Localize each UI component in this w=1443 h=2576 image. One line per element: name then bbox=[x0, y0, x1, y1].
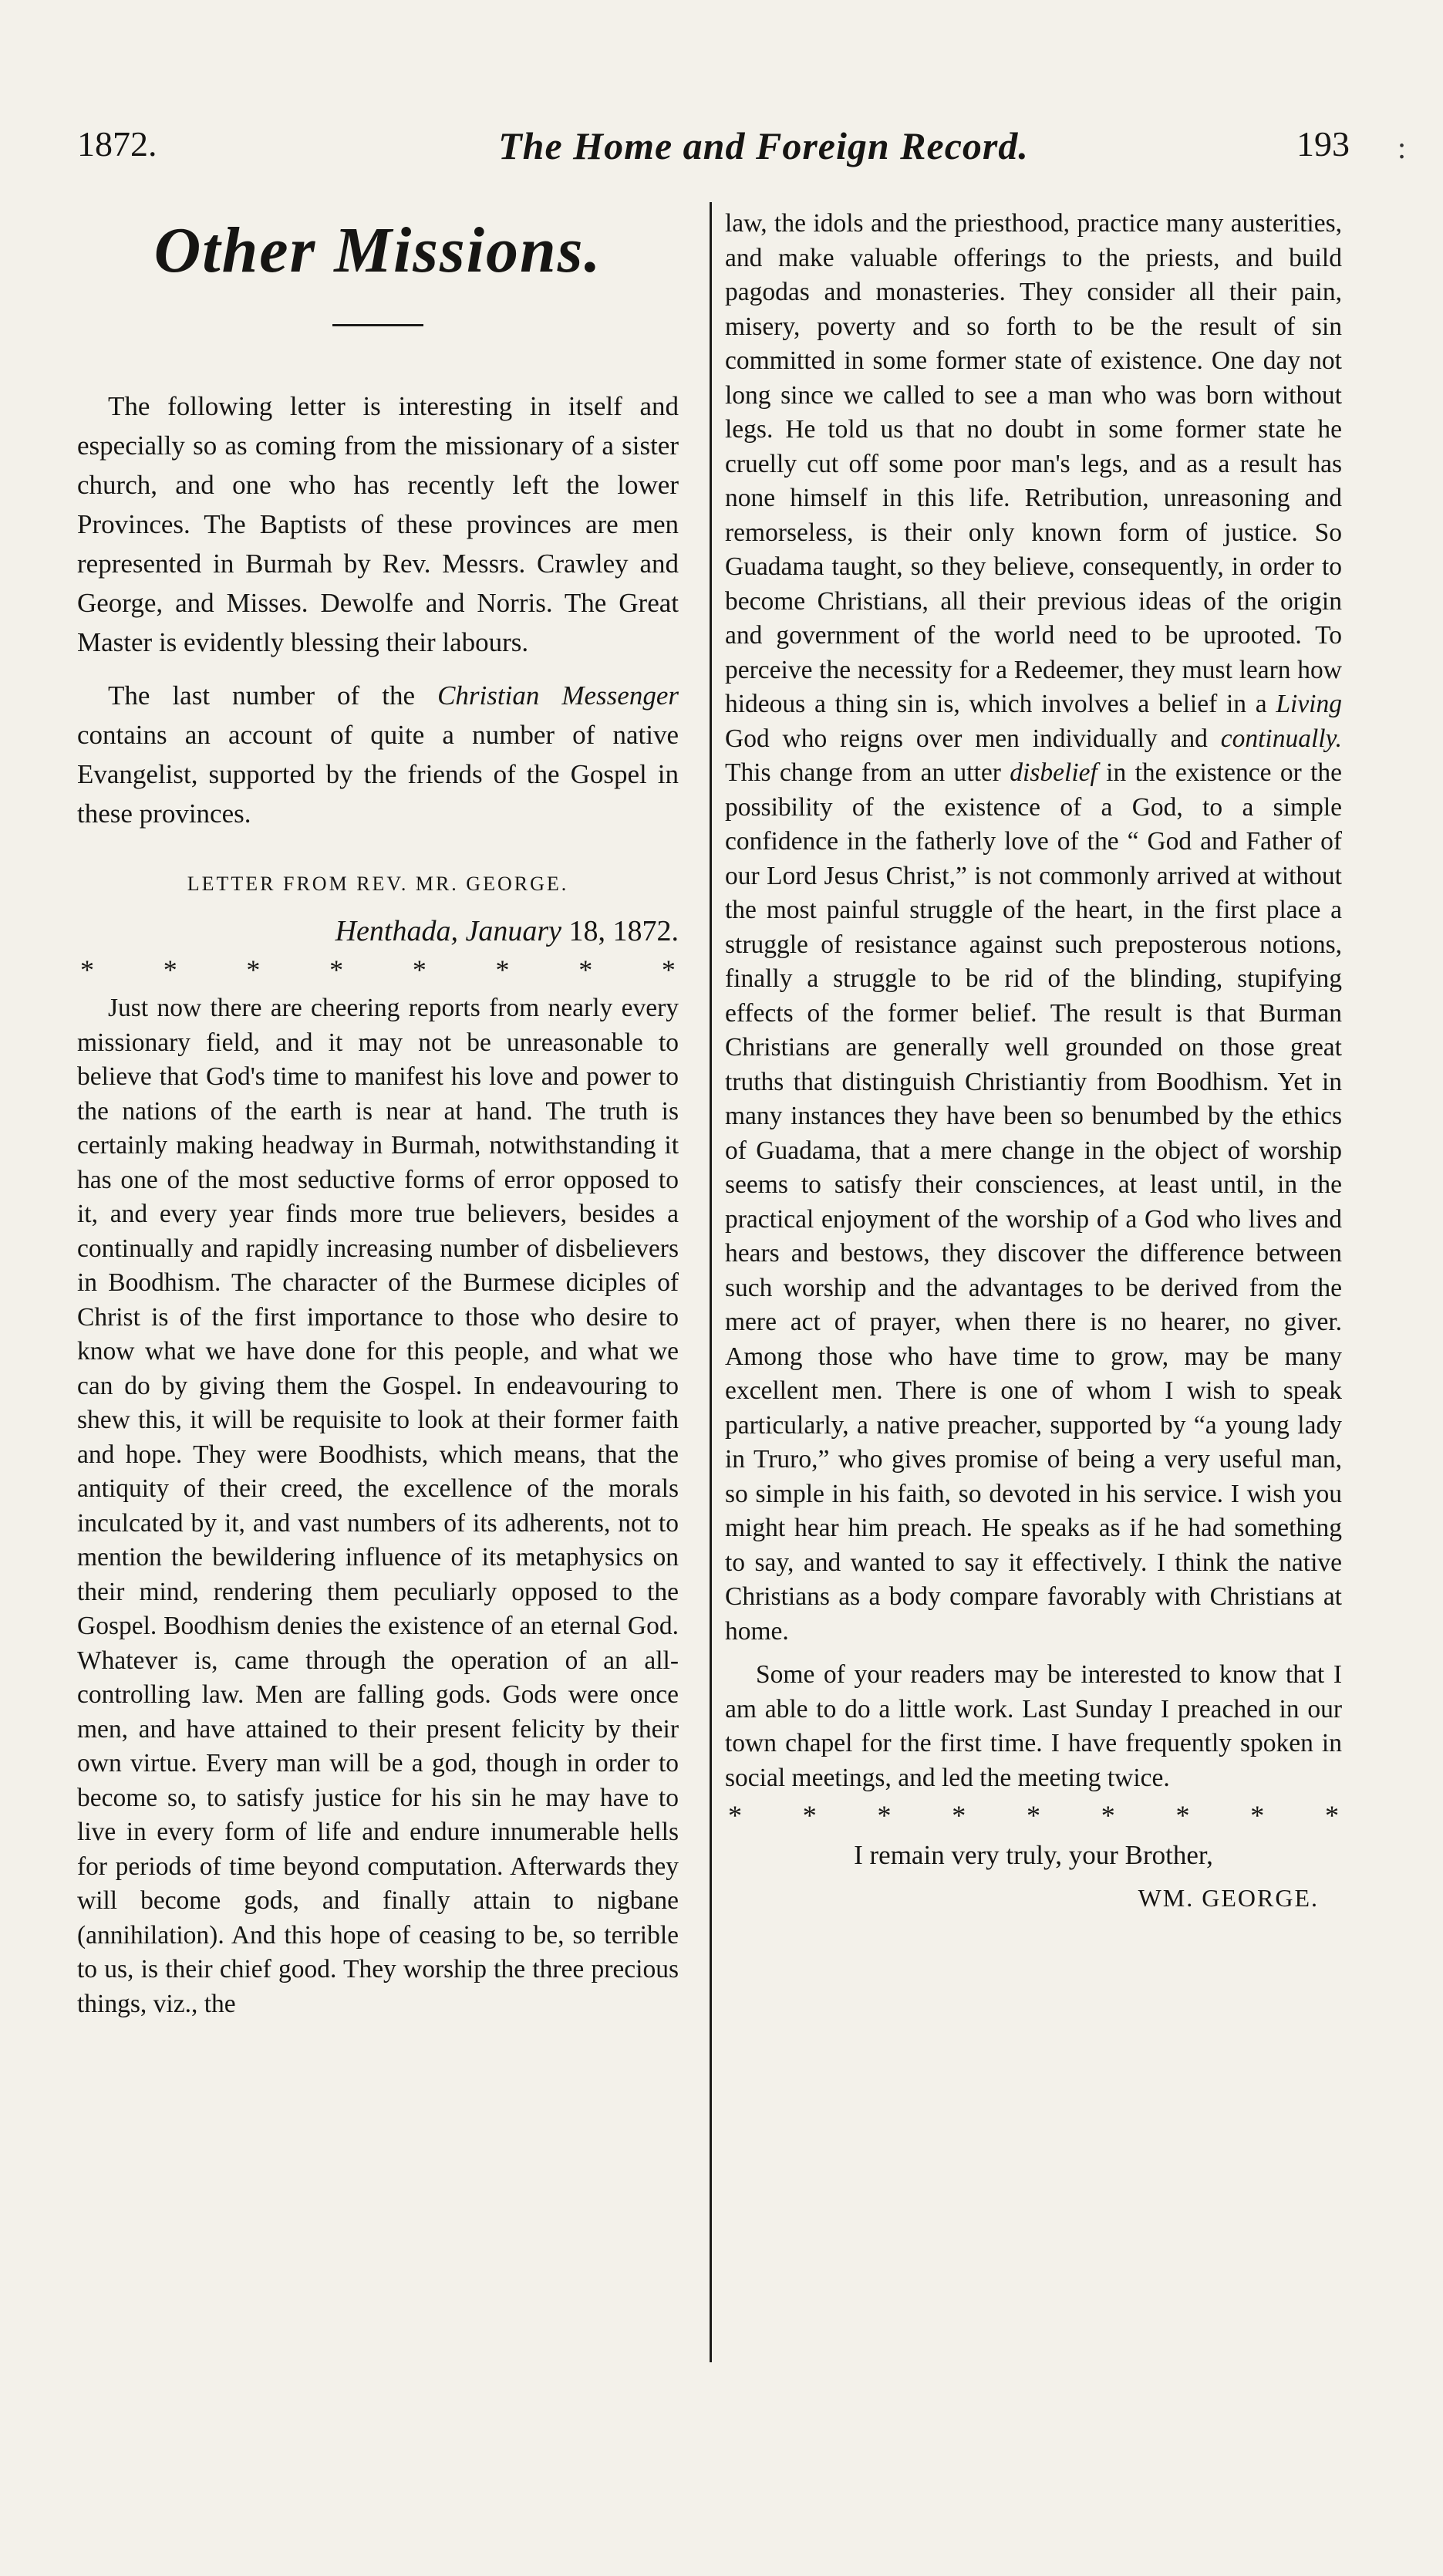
body-text: This change from an utter bbox=[725, 758, 1010, 787]
letter-closing: I remain very truly, your Brother, bbox=[854, 1840, 1213, 1870]
header-page-number: 193 bbox=[1296, 124, 1350, 164]
body-text: God who reigns over men individually and bbox=[725, 724, 1221, 753]
intro-paragraph-2 bbox=[77, 676, 679, 833]
star-divider bbox=[77, 953, 679, 987]
header-title: The Home and Foreign Record. bbox=[498, 124, 1029, 167]
intro-paragraph: The following letter is interesting in itself and especially so as coming from the missionary of a sister church, and one who has recently left the lower Provinces. The Baptists of these provinces are men represented in Burmah by Rev. Messrs. Crawley and George, and Misses. Dewolfe and Norris. The Great Master is evidently blessing their labours. bbox=[77, 391, 679, 657]
star: * bbox=[329, 954, 344, 985]
letter-dateline bbox=[77, 914, 679, 949]
star: * bbox=[802, 1800, 817, 1831]
section-title: Other Missions. bbox=[153, 214, 602, 286]
body-text: law, the idols and the priesthood, practice many austerities, and make valuable offerings to the priests, and build pagodas and monasteries. They consider all their pain, misery, poverty and so forth to be the result of sin committed in some former state of existence. One day not long since we called to see a man who was born without legs. He told us that no doubt in some former state he cruelly cut off some poor man's legs, and as a result has none himself in this life. Retribution, unreasoning and remorseless, is their only known form of justice. So Guadama taught, so they believe, consequently, in order to become Christians, all their previous ideas of the origin and government of the world need to be uprooted. To perceive the necessity for a Redeemer, they must learn how hideous a thing sin is, which involves a belief in a bbox=[725, 209, 1342, 718]
star: * bbox=[1250, 1800, 1265, 1831]
running-header bbox=[77, 123, 1350, 170]
letter-body-left: Just now there are cheering reports from nearly every missionary field, and it may not be unreasonable to believe that God's time to manifest his love and power to the nations of the earth is near at hand. The truth is certainly making headway in Burmah, notwithstanding it has one of the most seductive forms of error opposed to it, and every year finds more true believers, besides a continually and rapidly increasing number of disbelievers in Boodhism. The character of the Burmese diciples of Christ is of the first importance to those who desire to know what we have done for this people, and what we can do by giving them the Gospel. In endeavouring to shew this, it will be requisite to look at their former faith and hope. They were Boodhists, which means, that the antiquity of their creed, the excellence of the morals inculcated by it, and vast numbers of its adherents, not to mention the bewildering influence of its metaphysics on their mind, rendering them peculiarly opposed to the Gospel. Boodhism denies the existence of an eternal God. Whatever is, came through the operation of an all-controlling law. Men are falling gods. Gods were once men, and have attained to their present felicity by their own virtue. Every man will be a god, though in order to become so, to satisfy justice for his sin he may have to live in every form of life and endure innumerable hells for periods of time beyond computation. Afterwards they will become gods, and finally attain to nigbane (annihilation). And this hope of ceasing to be, so terrible to us, is their chief good. They worship the three precious things, viz., the bbox=[77, 994, 679, 2018]
emphasis-disbelief: disbelief bbox=[1010, 758, 1097, 787]
column-divider bbox=[710, 202, 712, 2362]
intro bbox=[77, 387, 679, 833]
letter-body-right bbox=[725, 207, 1342, 1649]
edge-mark: : bbox=[1397, 130, 1407, 165]
star: * bbox=[952, 1800, 966, 1831]
intro-text-before: The last number of the bbox=[108, 680, 438, 711]
star: * bbox=[412, 954, 426, 985]
star: * bbox=[728, 1800, 742, 1831]
emphasis-continually: continually. bbox=[1220, 724, 1342, 753]
star: * bbox=[246, 954, 261, 985]
star: * bbox=[163, 954, 177, 985]
header-year: 1872. bbox=[77, 124, 157, 164]
star: * bbox=[495, 954, 510, 985]
body-text: in the existence or the possibility of the existence of a God, to a simple confidence in the fatherly love of the “ God and Father of our Lord Jesus Christ,” is not commonly arrived at without the most painful struggle of the heart, in the first place a struggle of resistance against such preposterous notions, finally a struggle to be rid of the blinding, stupifying effects of the former belief. The result is that Burman Christians are generally well grounded on those great truths that distinguish Christiantiy from Boodhism. Yet in many instances they have been so benumbed by the ethics of Guadama, that a mere change in the object of worship seems to satisfy their consciences, at least until, in the practical enjoyment of the worship of a God who lives and hears and bestows, they discover the difference between such worship and the advantages to be derived from the mere act of prayer, when there is no hearer, no giver. Among those who have time to grow, may be many excellent men. There is one of whom I wish to speak particularly, a native preacher, supported by “a young lady in Truro,” who gives promise of being a very useful man, so simple in his faith, so devoted in his service. I wish you might hear him preach. He speaks as if he had something to say, and wanted to say it effectively. I think the native Christians as a body compare favorably with Christians at home. bbox=[725, 758, 1342, 1646]
letter-signature: WM. GEORGE. bbox=[1138, 1883, 1319, 1912]
dateline-place-month: Henthada, January bbox=[335, 914, 561, 947]
star: * bbox=[578, 954, 593, 985]
star: * bbox=[1175, 1800, 1190, 1831]
star: * bbox=[1325, 1800, 1339, 1831]
left-column bbox=[77, 208, 679, 2021]
star-divider-end bbox=[725, 1798, 1342, 1832]
star: * bbox=[80, 954, 94, 985]
star: * bbox=[877, 1800, 892, 1831]
right-column bbox=[725, 207, 1342, 1915]
letter-heading: LETTER FROM REV. MR. GEORGE. bbox=[187, 873, 569, 895]
emphasis-living: Living bbox=[1276, 690, 1342, 718]
star: * bbox=[1101, 1800, 1115, 1831]
title-rule bbox=[332, 324, 423, 326]
publication-title: Christian Messenger bbox=[437, 680, 679, 711]
star: * bbox=[661, 954, 676, 985]
letter-body-paragraph-2: Some of your readers may be interested to know that I am able to do a little work. Last Sunday I preached in our town chapel for the first time. I have frequently spoken in social meetings, and led the meeting twice. bbox=[725, 1660, 1342, 1792]
intro-text-after: contains an account of quite a number of native Evangelist, supported by the friends of the Gospel in these provinces. bbox=[77, 720, 679, 829]
star: * bbox=[1027, 1800, 1040, 1831]
dateline-day-year: 18, 1872. bbox=[561, 914, 679, 947]
